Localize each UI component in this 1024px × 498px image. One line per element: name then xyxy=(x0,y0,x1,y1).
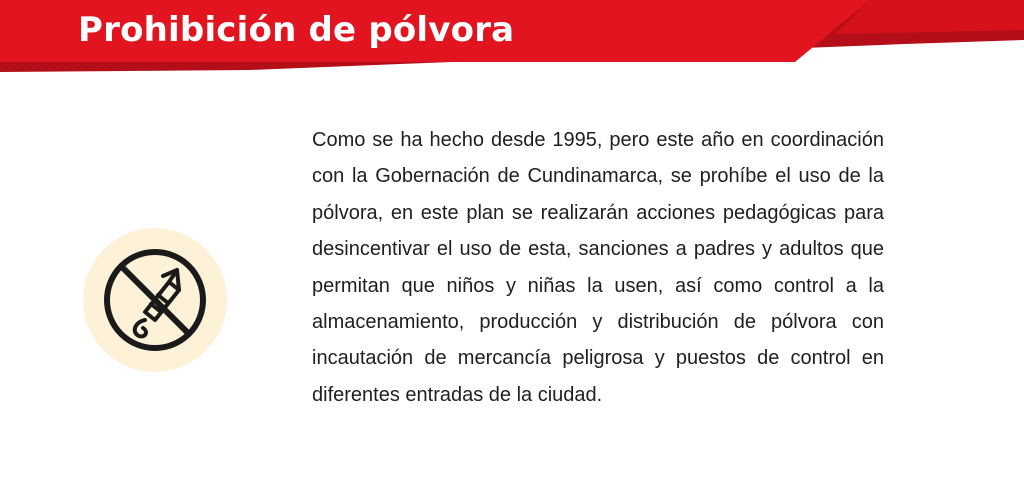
icon-badge xyxy=(83,228,227,372)
slide-title: Prohibición de pólvora xyxy=(78,10,515,50)
body-paragraph: Como se ha hecho desde 1995, pero este año en coordinación con la Gobernación de Cundinamarca, se prohíbe el uso de la pólvora, en este plan se realizarán acciones pedagógicas para desincentivar el uso de esta, sanciones a padres y adultos que permitan que niños y niñas la usen, así como control a la almacenamiento, producción y distribución de pólvora con incautación de mercancía peligrosa y puestos de control en diferentes entradas de la ciudad. xyxy=(312,129,884,406)
header-band xyxy=(0,0,1024,80)
no-fireworks-icon xyxy=(95,240,215,360)
rocket-fuse xyxy=(135,320,146,336)
rocket-body xyxy=(145,282,179,320)
